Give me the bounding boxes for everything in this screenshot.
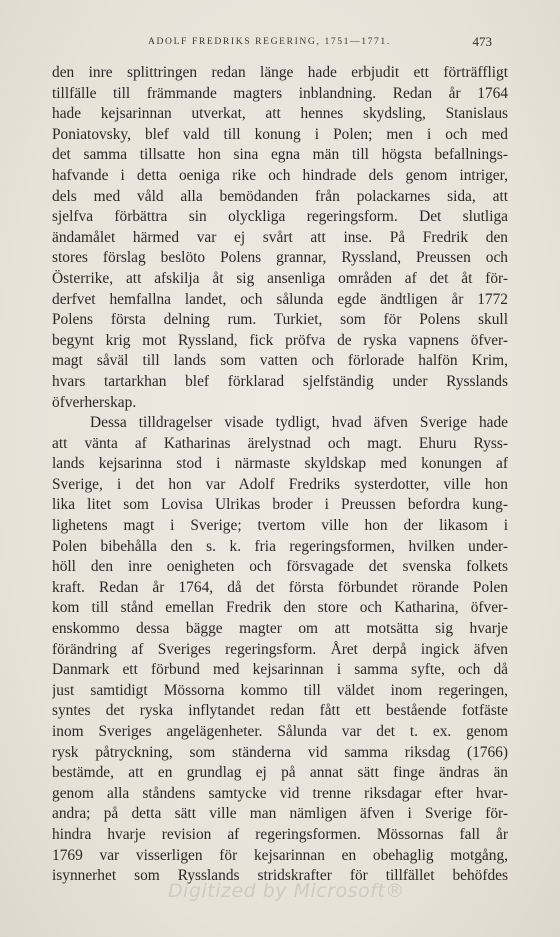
- running-header: ADOLF FREDRIKS REGERING, 1751—1771.: [148, 36, 391, 47]
- text-line: magt såväl till lands som vatten och förlorade halfön Krim,: [52, 352, 508, 370]
- text-line: tillfälle till främmande magters inblandning. Redan år 1764: [52, 84, 508, 102]
- text-line: dels med våld alla bemödanden från polackarnes sida, att: [52, 187, 508, 205]
- digitization-watermark: Digitized by Microsoft®: [168, 880, 405, 902]
- text-line: hade kejsarinnan utverkat, att hennes skydsling, Stanislaus: [52, 105, 508, 123]
- text-line: den inre splittringen redan länge hade erbjudit ett förträffligt: [52, 64, 508, 81]
- text-line: att vänta af Katharinas ärelystnad och magt. Ehuru Ryss-: [52, 434, 508, 452]
- text-line: bestämde, att en grundlag ej på annat sätt finge ändras än: [52, 764, 508, 782]
- text-line: 1769 var visserligen för kejsarinnan en obehaglig motgång,: [52, 846, 508, 864]
- paragraph-start-line: Dessa tilldragelser visade tydligt, hvad äfven Sverige hade: [90, 414, 508, 432]
- text-line: Danmark ett förbund med kejsarinnan i samma syfte, och då: [52, 661, 508, 679]
- text-line: hindra hvarje revision af regeringsformen. Mössornas fall år: [52, 825, 508, 843]
- text-line: syntes det ryska inflytandet redan fått ett bestående fotfäste: [52, 702, 508, 720]
- text-line: lighetens magt i Sverige; tvertom ville hon der likasom i: [52, 517, 508, 535]
- text-line: sjelfva förbättra sin olyckliga regeringsform. Det slutliga: [52, 208, 508, 226]
- text-line: Poniatovsky, blef vald till konung i Polen; men i och med: [52, 125, 508, 143]
- page-number: 473: [472, 34, 492, 49]
- text-line: andra; på detta sätt ville man nämligen äfven i Sverige för-: [52, 805, 508, 823]
- text-line: det samma tillsatte hon sina egna män till högsta befallnings-: [52, 146, 508, 164]
- text-line: hafvande i detta oeniga rike och hindrade dels genom intriger,: [52, 166, 508, 184]
- text-line: kraft. Redan år 1764, då det första förbundet rörande Polen: [52, 578, 508, 596]
- text-line: isynnerhet som Rysslands stridskrafter för tillfället behöfdes: [52, 867, 508, 885]
- text-line: rysk påtryckning, som ständerna vid samma riksdag (1766): [52, 743, 508, 761]
- text-line: enskommo dessa bägge magter om att motsätta sig hvarje: [52, 620, 508, 638]
- body-text: [52, 63, 508, 887]
- text-line: just samtidigt Mössorna kommo till väldet inom regeringen,: [52, 681, 508, 699]
- text-line: lands kejsarinna stod i närmaste skyldskap med konungen af: [52, 455, 508, 473]
- text-line: hvars tartarkhan blef förklarad sjelfständig under Rysslands: [52, 372, 508, 390]
- text-line: lika litet som Lovisa Ulrikas broder i Preussen befordra kung-: [52, 496, 508, 514]
- text-line: Polens första delning rum. Turkiet, som för Polens skull: [52, 311, 508, 329]
- text-line: stores förslag beslöto Polens grannar, Ryssland, Preussen och: [52, 249, 508, 267]
- text-line: Österrike, att afskilja åt sig ansenliga områden af det åt för-: [52, 269, 508, 287]
- text-line: derfvet hemfallna landet, och sålunda egde ändtligen år 1772: [52, 290, 508, 308]
- text-line: höll den inre oenigheten och försvagade det svenska folkets: [52, 558, 508, 576]
- text-line: inom Sveriges angelägenheter. Sålunda var det t. ex. genom: [52, 723, 508, 740]
- text-line: begynt krig mot Ryssland, fick pröfva de ryska vapnens öfver-: [52, 331, 508, 349]
- text-line: kom till stånd emellan Fredrik den store och Katharina, öfver-: [52, 599, 508, 617]
- text-line: ändamålet härmed var ej svårt att inse. På Fredrik den: [52, 228, 508, 246]
- text-line: genom alla ståndens samtycke vid trenne riksdagar efter hvar-: [52, 784, 508, 802]
- paragraph-end-line: öfverherskap.: [52, 393, 137, 411]
- text-line: Sverige, i det hon var Adolf Fredriks systerdotter, ville hon: [52, 475, 508, 493]
- text-line: förändring af Sveriges regeringsform. Året derpå ingick äfven: [52, 640, 508, 658]
- text-line: Polen bibehålla den s. k. fria regeringsformen, hvilken under-: [52, 537, 508, 555]
